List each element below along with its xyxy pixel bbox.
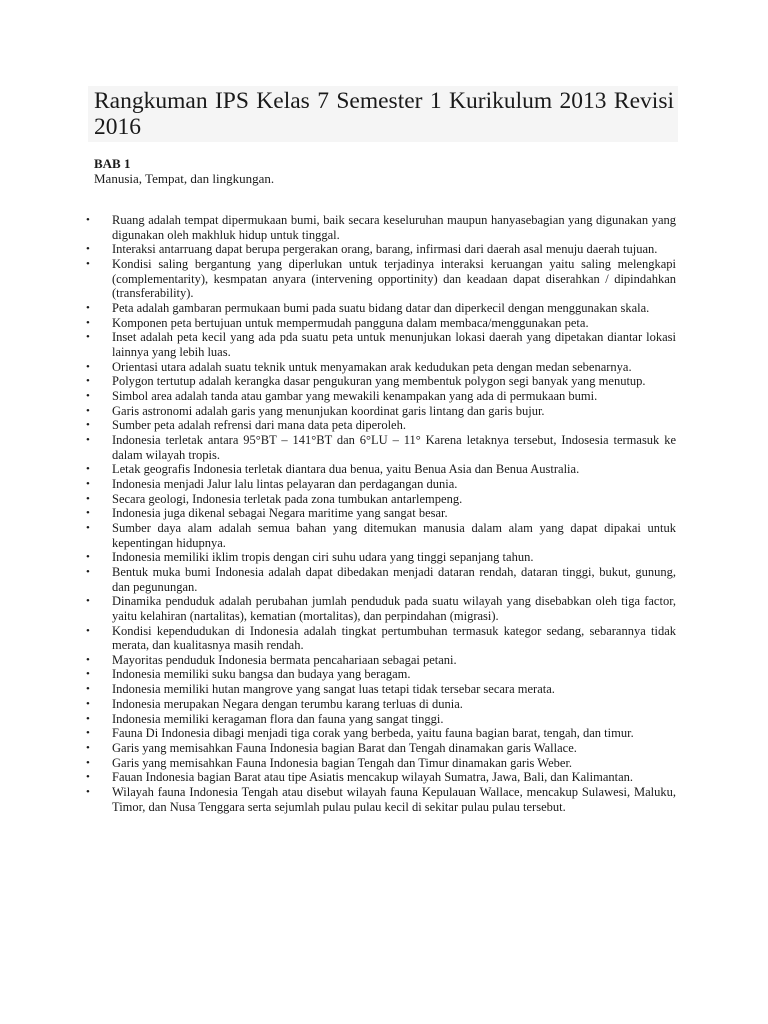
bullet-dot-icon: •	[86, 375, 90, 388]
bullet-dot-icon: •	[86, 521, 90, 534]
bullet-dot-icon: •	[86, 551, 90, 564]
list-item-text: Garis yang memisahkan Fauna Indonesia bagian Tengah dan Timur dinamakan garis Weber.	[112, 755, 573, 770]
bullet-dot-icon: •	[86, 492, 90, 505]
list-item-text: Sumber peta adalah refrensi dari mana data peta diperoleh.	[112, 418, 406, 433]
bullet-dot-icon: •	[86, 463, 90, 476]
list-item-text: Ruang adalah tempat dipermukaan bumi, baik secara keseluruhan maupun hanyasebagian yang digunakan yang digunakan oleh makhluk hidup untuk tinggal.	[112, 213, 676, 242]
bullet-dot-icon: •	[86, 624, 90, 637]
list-item	[86, 785, 676, 814]
bullet-dot-icon: •	[86, 507, 90, 520]
bullet-dot-icon: •	[86, 316, 90, 329]
list-item-text: Dinamika penduduk adalah perubahan jumlah penduduk pada suatu wilayah yang disebabkan oleh tiga factor, yaitu kelahiran (nartalitas), kematian (mortalitas), dan perpindahan (migrasi).	[112, 594, 676, 623]
list-item	[86, 682, 676, 697]
bullet-dot-icon: •	[86, 785, 90, 798]
list-item-text: Garis yang memisahkan Fauna Indonesia bagian Barat dan Tengah dinamakan garis Wallace.	[112, 740, 577, 755]
list-item-text: Indonesia memiliki keragaman flora dan fauna yang sangat tinggi.	[112, 711, 444, 726]
list-item	[86, 360, 676, 375]
bullet-dot-icon: •	[86, 419, 90, 432]
bullet-dot-icon: •	[86, 741, 90, 754]
bullet-dot-icon: •	[86, 214, 90, 226]
bullet-dot-icon: •	[86, 712, 90, 725]
bullet-dot-icon: •	[86, 433, 90, 446]
list-item	[86, 624, 676, 653]
list-item	[86, 257, 676, 301]
list-item-text: Kondisi kependudukan di Indonesia adalah tingkat pertumbuhan termasuk kategor sedang, sebarannya tidak merata, dan kualitasnya masih rendah.	[112, 623, 676, 653]
list-item	[86, 741, 676, 756]
list-item-text: Polygon tertutup adalah kerangka dasar pengukuran yang membentuk polygon segi banyak yang menutup.	[112, 374, 646, 389]
list-item-text: Indonesia memiliki suku bangsa dan budaya yang beragam.	[112, 667, 411, 682]
bullet-list	[86, 213, 676, 814]
list-item	[86, 712, 676, 727]
list-item-text: Indonesia memiliki iklim tropis dengan ciri suhu udara yang tinggi sepanjang tahun.	[112, 550, 534, 565]
list-item-text: Peta adalah gambaran permukaan bumi pada suatu bidang datar dan diperkecil dengan menggunakan skala.	[112, 300, 650, 315]
list-item	[86, 330, 676, 359]
list-item-text: Indonesia juga dikenal sebagai Negara maritime yang sangat besar.	[112, 506, 448, 521]
list-item-text: Indonesia merupakan Negara dengan terumbu karang terluas di dunia.	[112, 696, 463, 711]
bullet-dot-icon: •	[86, 360, 90, 373]
list-item	[86, 404, 676, 419]
list-item	[86, 374, 676, 389]
list-item	[86, 433, 676, 462]
bullet-dot-icon: •	[86, 331, 90, 344]
list-item-text: Secara geologi, Indonesia terletak pada zona tumbukan antarlempeng.	[112, 491, 463, 506]
bullet-dot-icon: •	[86, 595, 90, 608]
bullet-dot-icon: •	[86, 683, 90, 696]
list-item	[86, 506, 676, 521]
bullet-dot-icon: •	[86, 756, 90, 769]
list-item	[86, 477, 676, 492]
chapter-subtitle: Manusia, Tempat, dan lingkungan.	[94, 171, 275, 186]
bullet-dot-icon: •	[86, 243, 90, 256]
list-item-text: Wilayah fauna Indonesia Tengah atau disebut wilayah fauna Kepulauan Wallace, mencakup Sulawesi, Maluku, Timor, dan Nusa Tenggara serta sejumlah pulau pulau kecil di sekitar pulau pulau tersebut.	[112, 784, 676, 814]
list-item	[86, 697, 676, 712]
bullet-dot-icon: •	[86, 301, 90, 314]
list-item	[86, 594, 676, 623]
list-item-text: Bentuk muka bumi Indonesia adalah dapat dibedakan menjadi dataran rendah, dataran tinggi, bukut, gunung, dan pegunungan.	[112, 564, 676, 594]
chapter-heading	[94, 156, 654, 186]
list-item	[86, 462, 676, 477]
bullet-dot-icon: •	[86, 668, 90, 681]
list-item	[86, 726, 676, 741]
list-item-text: Fauna Di Indonesia dibagi menjadi tiga corak yang berbeda, yaitu fauna bagian barat, tengah, dan timur.	[112, 726, 634, 741]
chapter-label: BAB 1	[94, 156, 131, 171]
bullet-dot-icon: •	[86, 404, 90, 417]
bullet-dot-icon: •	[86, 653, 90, 666]
list-item-text: Indonesia menjadi Jalur lalu lintas pelayaran dan perdagangan dunia.	[112, 476, 458, 491]
list-item-text: Garis astronomi adalah garis yang menunjukan koordinat garis lintang dan garis bujur.	[112, 403, 545, 418]
bullet-dot-icon: •	[86, 727, 90, 740]
list-item	[86, 418, 676, 433]
list-item	[86, 770, 676, 785]
list-item-text: Mayoritas penduduk Indonesia bermata pencahariaan sebagai petani.	[112, 652, 457, 667]
list-item-text: Letak geografis Indonesia terletak diantara dua benua, yaitu Benua Asia dan Benua Australia.	[112, 462, 580, 477]
list-item-text: Komponen peta bertujuan untuk mempermudah pangguna dalam membaca/menggunakan peta.	[112, 315, 589, 330]
list-item-text: Simbol area adalah tanda atau gambar yang mewakili kenampakan yang ada di permukaan bumi.	[112, 388, 598, 403]
list-item	[86, 213, 676, 242]
list-item	[86, 550, 676, 565]
bullet-dot-icon: •	[86, 257, 90, 270]
list-item-text: Inset adalah peta kecil yang ada pda suatu peta untuk menunjukan lokasi daerah yang dipetakan diantar lokasi lainnya yang lebih luas.	[112, 330, 676, 359]
bullet-dot-icon: •	[86, 771, 90, 784]
list-item	[86, 389, 676, 404]
list-item	[86, 316, 676, 331]
list-item-text: Sumber daya alam adalah semua bahan yang ditemukan manusia dalam alam yang dapat dipakai untuk kepentingan hidupnya.	[112, 520, 676, 550]
list-item	[86, 242, 676, 257]
list-item	[86, 653, 676, 668]
list-item	[86, 565, 676, 594]
list-item	[86, 756, 676, 771]
list-item-text: Fauan Indonesia bagian Barat atau tipe Asiatis mencakup wilayah Sumatra, Jawa, Bali, dan Kalimantan.	[112, 770, 634, 785]
list-item	[86, 521, 676, 550]
page-title: Rangkuman IPS Kelas 7 Semester 1 Kurikulum 2013 Revisi 2016	[94, 88, 674, 140]
list-item	[86, 667, 676, 682]
bullet-dot-icon: •	[86, 389, 90, 402]
list-item-text: Interaksi antarruang dapat berupa pergerakan orang, barang, infirmasi dari daerah asal menuju daerah tujuan.	[112, 242, 658, 257]
list-item	[86, 492, 676, 507]
bullet-dot-icon: •	[86, 565, 90, 578]
list-item-text: Indonesia memiliki hutan mangrove yang sangat luas tetapi tidak tersebar secara merata.	[112, 682, 555, 697]
list-item-text: Indonesia terletak antara 95°BT – 141°BT dan 6°LU – 11° Karena letaknya tersebut, Indosesia termasuk ke dalam wilayah tropis.	[112, 432, 676, 462]
bullet-dot-icon: •	[86, 477, 90, 490]
list-item-text: Kondisi saling bergantung yang diperlukan untuk terjadinya interaksi keruangan yaitu saling melengkapi (complementarity), kesmpatan anyara (intervening opportinity) dan keadaan dapat diserahkan / dipindahkan (transferability).	[112, 256, 676, 301]
bullet-dot-icon: •	[86, 697, 90, 710]
list-item	[86, 301, 676, 316]
list-item-text: Orientasi utara adalah suatu teknik untuk menyamakan arak kedudukan peta dengan medan sebenarnya.	[112, 359, 632, 374]
